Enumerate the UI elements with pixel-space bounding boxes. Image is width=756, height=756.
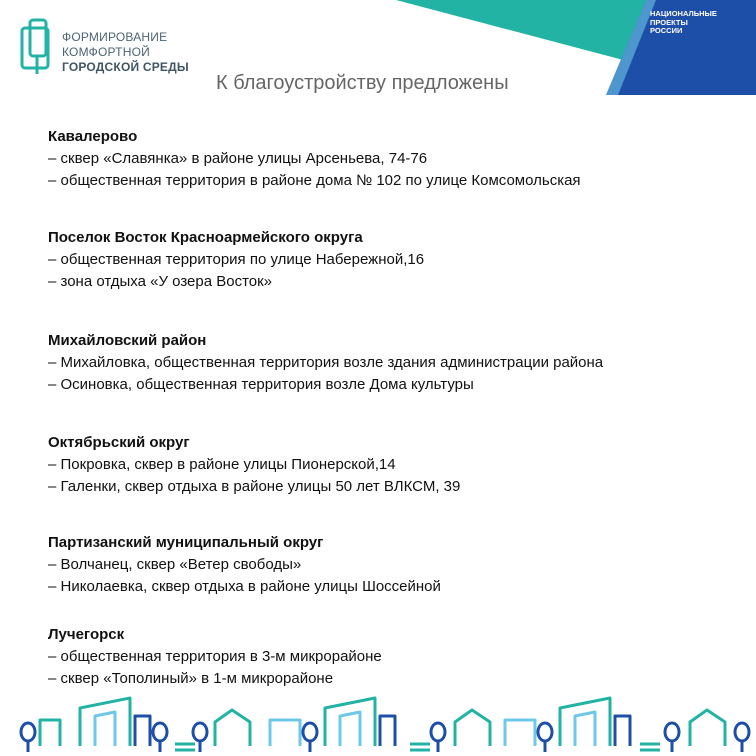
sections-list [48, 126, 738, 690]
list-item: – сквер «Тополиный» в 1-м микрорайоне [48, 670, 334, 687]
program-logo [20, 18, 200, 78]
list-item: – Волчанец, сквер «Ветер свободы» [48, 556, 302, 573]
logo-text [62, 30, 189, 75]
section-kavalerovo [48, 126, 738, 192]
list-item: – общественная территория в районе дома № 102 по улице Комсомольская [48, 172, 581, 189]
badge-line-2: ПРОЕКТЫ [650, 17, 688, 27]
section-heading: Октябрьский округ [48, 434, 190, 451]
section-heading: Кавалерово [48, 128, 138, 145]
list-item: – Михайловка, общественная территория возле здания администрации района [48, 354, 604, 371]
city-logo-icon [20, 18, 54, 76]
section-oktyabrsky [48, 432, 738, 498]
logo-line-2: КОМФОРТНОЙ [62, 45, 150, 59]
logo-line-3: ГОРОДСКОЙ СРЕДЫ [62, 60, 189, 74]
list-item: – сквер «Славянка» в районе улицы Арсеньева, 74-76 [48, 150, 428, 167]
section-luchegorsk [48, 624, 738, 690]
section-heading: Партизанский муниципальный округ [48, 534, 324, 551]
list-item: – Покровка, сквер в районе улицы Пионерской,14 [48, 456, 396, 473]
badge-line-1: НАЦИОНАЛЬНЫЕ [650, 9, 717, 18]
section-vostok [48, 227, 738, 293]
list-item: – общественная территория по улице Набережной,16 [48, 251, 425, 268]
list-item: – Галенки, сквер отдыха в районе улицы 50 лет ВЛКСМ, 39 [48, 478, 461, 495]
list-item: – Николаевка, сквер отдыха в районе улицы Шоссейной [48, 578, 441, 595]
section-mikhailovsky [48, 330, 738, 396]
section-heading: Михайловский район [48, 332, 207, 349]
national-projects-badge [650, 10, 720, 36]
section-heading: Лучегорск [48, 626, 125, 643]
page-title: К благоустройству предложены [216, 72, 509, 94]
badge-line-3: РОССИИ [650, 26, 683, 35]
list-item: – зона отдыха «У озера Восток» [48, 273, 273, 290]
list-item: – общественная территория в 3-м микрорайоне [48, 648, 382, 665]
list-item: – Осиновка, общественная территория возле Дома культуры [48, 376, 474, 393]
section-heading: Поселок Восток Красноармейского округа [48, 229, 363, 246]
city-skyline-decoration [0, 686, 756, 756]
logo-line-1: ФОРМИРОВАНИЕ [62, 30, 168, 44]
section-partizansky [48, 532, 738, 598]
